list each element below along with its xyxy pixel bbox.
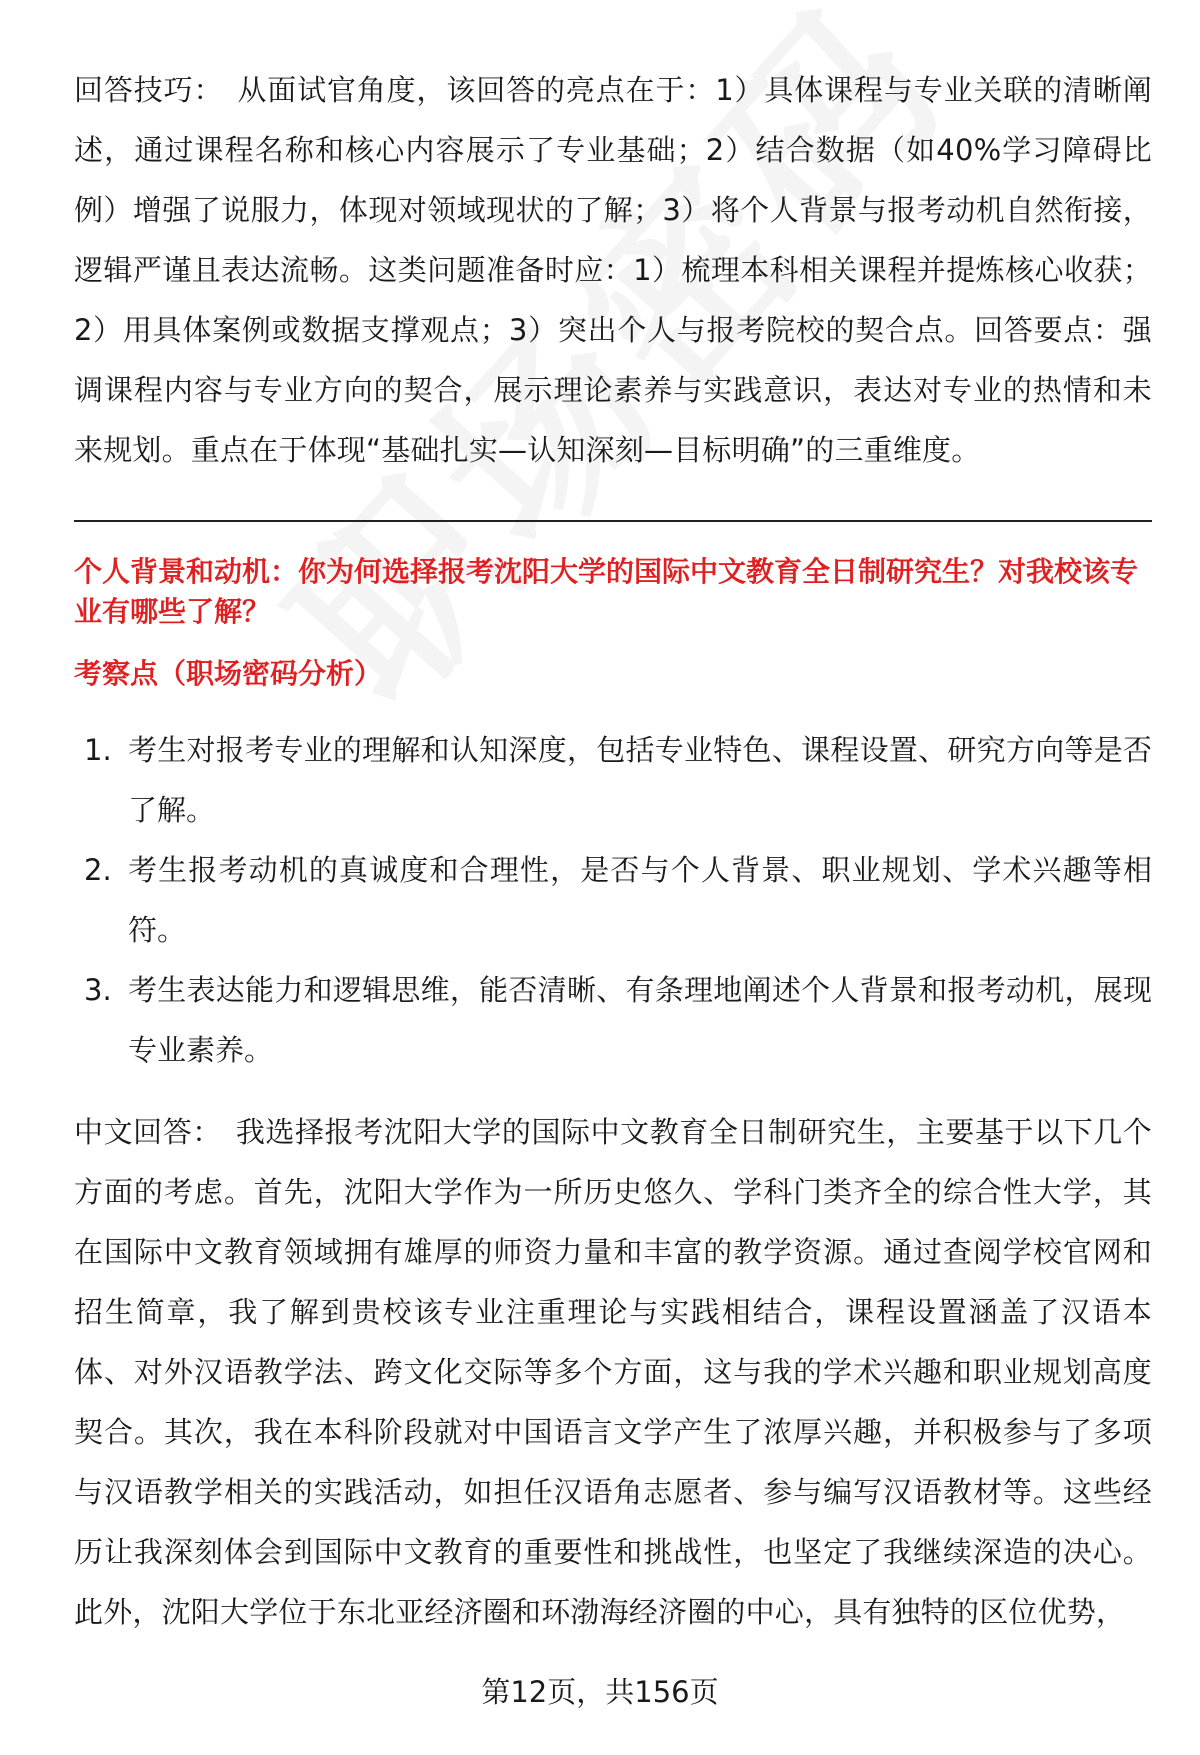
page-number-footer: 第12页，共156页 — [481, 1675, 719, 1709]
list-item-text: 考生对报考专业的理解和认知深度，包括专业特色、课程设置、研究方向等是否了解。 — [128, 733, 1152, 827]
chinese-answer-paragraph — [74, 1102, 1152, 1642]
assessment-heading: 考察点（职场密码分析） — [74, 657, 383, 690]
answer-tips-text: 从面试官角度，该回答的亮点在于：1）具体课程与专业关联的清晰阐述，通过课程名称和核心内容展示了专业基础；2）结合数据（如40%学习障碍比例）增强了说服力，体现对领域现状的了解；3）将个人背景与报考动机自然衔接，逻辑严谨且表达流畅。这类问题准备时应：1）梳理本科相关课程并提炼核心收获；2）用具体案例或数据支撑观点；3）突出个人与报考院校的契合点。回答要点：强调课程内容与专业方向的契合，展示理论素养与实践意识，表达对专业的热情和未来规划。重点在于体现“基础扎实—认知深刻—目标明确”的三重维度。 — [74, 73, 1152, 467]
document-page — [74, 60, 1152, 1642]
interview-question: 个人背景和动机：你为何选择报考沈阳大学的国际中文教育全日制研究生？对我校该专业有哪些了解？ — [74, 555, 1139, 628]
list-item — [74, 840, 1152, 960]
answer-tips-paragraph — [74, 60, 1152, 480]
chinese-answer-text: 我选择报考沈阳大学的国际中文教育全日制研究生，主要基于以下几个方面的考虑。首先，沈阳大学作为一所历史悠久、学科门类齐全的综合性大学，其在国际中文教育领域拥有雄厚的师资力量和丰富的教学资源。通过查阅学校官网和招生简章，我了解到贵校该专业注重理论与实践相结合，课程设置涵盖了汉语本体、对外汉语教学法、跨文化交际等多个方面，这与我的学术兴趣和职业规划高度契合。其次，我在本科阶段就对中国语言文学产生了浓厚兴趣，并积极参与了多项与汉语教学相关的实践活动，如担任汉语角志愿者、参与编写汉语教材等。这些经历让我深刻体会到国际中文教育的重要性和挑战性，也坚定了我继续深造的决心。此外，沈阳大学位于东北亚经济圈和环渤海经济圈的中心，具有独特的区位优势， — [74, 1115, 1152, 1629]
list-item-number: 2. — [84, 853, 112, 887]
list-item — [74, 720, 1152, 840]
list-item-number: 1. — [84, 733, 112, 767]
section-divider — [74, 520, 1152, 522]
list-item-text: 考生报考动机的真诚度和合理性，是否与个人背景、职业规划、学术兴趣等相符。 — [128, 853, 1152, 947]
list-item-number: 3. — [84, 973, 112, 1007]
answer-tips-label: 回答技巧： — [74, 73, 224, 107]
list-item — [74, 960, 1152, 1080]
assessment-points-list — [74, 720, 1152, 1080]
chinese-answer-label: 中文回答： — [74, 1115, 222, 1149]
list-item-text: 考生表达能力和逻辑思维，能否清晰、有条理地阐述个人背景和报考动机，展现专业素养。 — [128, 973, 1152, 1067]
